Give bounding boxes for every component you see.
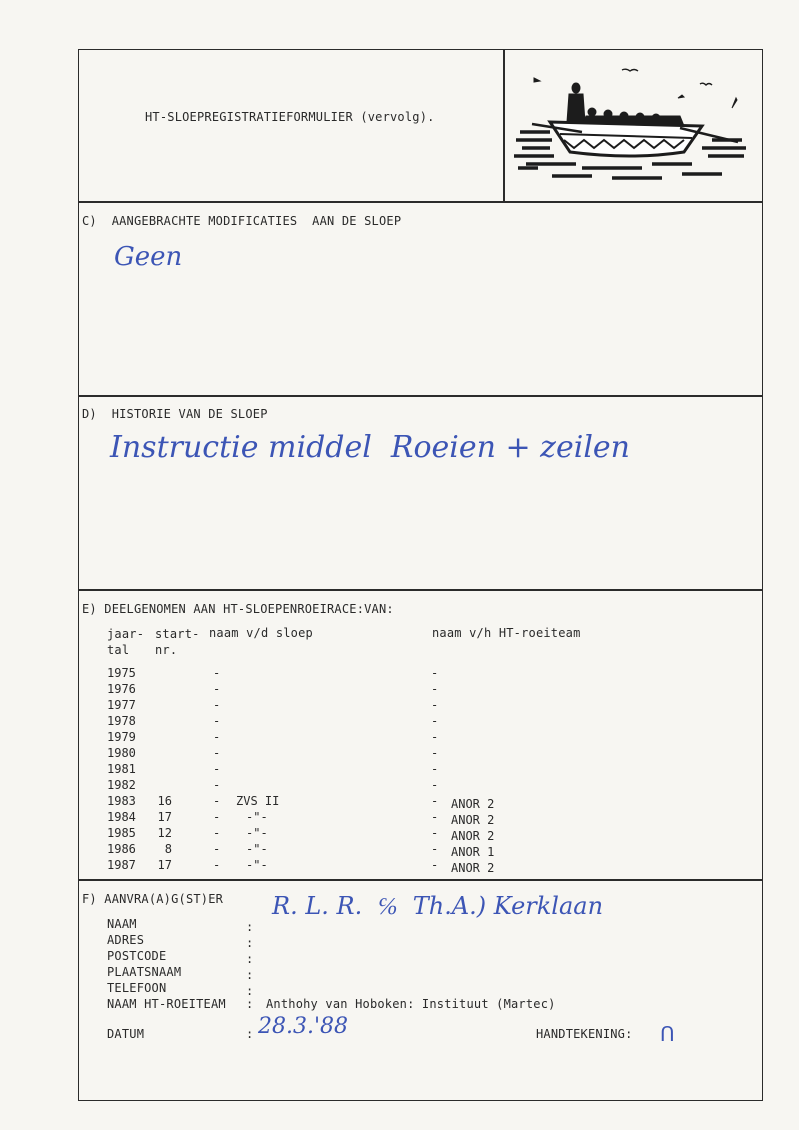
section-c-handwritten-answer: Geen <box>114 242 183 272</box>
header-bottom-line <box>78 201 763 203</box>
boat-name-cell: ZVS II <box>236 794 280 808</box>
dash-cell: - <box>431 778 439 792</box>
start-cell <box>150 729 172 745</box>
start-cell: 8 <box>164 842 172 856</box>
colon-plaatsnaam: : <box>246 968 254 982</box>
team-name-cell: ANOR 2 <box>451 797 495 811</box>
dash-cell: - <box>213 858 221 872</box>
dash-cell: - <box>431 842 439 856</box>
team-name-cell <box>451 764 571 780</box>
start-cell: 12 <box>157 826 172 840</box>
column-header-year: jaar- tal <box>107 627 145 657</box>
colon-datum: : <box>246 1027 254 1041</box>
team-dash-column <box>431 665 445 873</box>
colon-telefoon: : <box>246 984 254 998</box>
dash-cell: - <box>213 698 221 712</box>
dash-cell: - <box>213 810 221 824</box>
start-cell <box>150 777 172 793</box>
team-name-cell <box>451 700 571 716</box>
dash-cell: - <box>213 778 221 792</box>
year-column <box>107 665 147 873</box>
label-adres: ADRES <box>107 933 145 947</box>
section-e-heading: E) DEELGENOMEN AAN HT-SLOEPENROEIRACE:VAN: <box>82 602 394 616</box>
team-name-cell <box>451 748 571 764</box>
column-header-start: start- nr. <box>155 627 200 657</box>
dash-cell: - <box>431 826 439 840</box>
dash-cell: - <box>431 714 439 728</box>
dash-cell: - <box>431 746 439 760</box>
dash-cell: - <box>431 762 439 776</box>
section-c-heading: C) AANGEBRACHTE MODIFICATIES AAN DE SLOEP <box>82 214 402 228</box>
boat-name-cell <box>236 761 356 777</box>
signature-handwritten: ꓵ <box>660 1022 675 1046</box>
header-divider-vertical <box>503 49 505 201</box>
section-d-heading: D) HISTORIE VAN DE SLOEP <box>82 407 268 421</box>
label-plaatsnaam: PLAATSNAAM <box>107 965 182 979</box>
section-f-heading: F) AANVRA(A)G(ST)ER <box>82 892 224 906</box>
date-handwritten: 28.3.'88 <box>258 1014 349 1039</box>
dash-cell: - <box>431 858 439 872</box>
team-name-cell <box>451 716 571 732</box>
boat-name-cell <box>236 713 356 729</box>
dash-cell: - <box>213 714 221 728</box>
year-cell: 1982 <box>107 778 136 792</box>
year-cell: 1979 <box>107 730 136 744</box>
dash-cell: - <box>213 682 221 696</box>
boat-name-cell <box>236 665 356 681</box>
year-cell: 1986 <box>107 842 136 856</box>
dash-cell: - <box>213 762 221 776</box>
form-frame <box>78 49 763 1101</box>
start-number-column <box>150 665 172 873</box>
column-header-boat: naam v/d sloep <box>209 626 313 640</box>
team-name-cell <box>451 780 571 796</box>
colon-team: : <box>246 997 254 1011</box>
team-name-column <box>451 668 571 876</box>
label-naam-ht-roeiteam: NAAM HT-ROEITEAM <box>107 997 226 1011</box>
start-cell <box>150 745 172 761</box>
label-handtekening: HANDTEKENING: <box>536 1027 633 1041</box>
team-name-cell: ANOR 1 <box>451 845 495 859</box>
boat-name-cell <box>236 697 356 713</box>
year-cell: 1984 <box>107 810 136 824</box>
form-title: HT-SLOEPREGISTRATIEFORMULIER (vervolg). <box>145 110 435 124</box>
year-cell: 1981 <box>107 762 136 776</box>
boat-name-cell: -"- <box>246 858 268 872</box>
colon-naam: : <box>246 920 254 934</box>
label-naam: NAAM <box>107 917 137 931</box>
start-cell: 17 <box>157 810 172 824</box>
rowing-boat-illustration <box>512 68 750 186</box>
dash-cell: - <box>213 746 221 760</box>
section-e-bottom-line <box>78 879 763 881</box>
year-cell: 1977 <box>107 698 136 712</box>
boat-name-cell <box>236 681 356 697</box>
start-cell <box>150 713 172 729</box>
colon-adres: : <box>246 936 254 950</box>
start-cell <box>150 697 172 713</box>
start-cell <box>150 761 172 777</box>
dash-cell: - <box>431 794 439 808</box>
colon-postcode: : <box>246 952 254 966</box>
boat-name-cell: -"- <box>246 810 268 824</box>
boat-name-cell <box>236 729 356 745</box>
team-name-cell: ANOR 2 <box>451 813 495 827</box>
year-cell: 1987 <box>107 858 136 872</box>
team-name-cell <box>451 668 571 684</box>
year-cell: 1975 <box>107 666 136 680</box>
dash-cell: - <box>213 794 221 808</box>
start-cell: 17 <box>157 858 172 872</box>
start-cell <box>150 665 172 681</box>
applicant-name-handwritten: R. L. R. ℅ Th.A.) Kerklaan <box>272 892 604 920</box>
team-name-cell: ANOR 2 <box>451 829 495 843</box>
start-cell <box>150 681 172 697</box>
boat-name-column <box>236 665 356 873</box>
year-cell: 1976 <box>107 682 136 696</box>
label-datum: DATUM <box>107 1027 145 1041</box>
boat-name-cell <box>236 745 356 761</box>
dash-cell: - <box>213 666 221 680</box>
team-name-cell: ANOR 2 <box>451 861 495 875</box>
boat-name-cell: -"- <box>246 842 268 856</box>
team-name-cell <box>451 732 571 748</box>
dash-cell: - <box>431 810 439 824</box>
section-d-bottom-line <box>78 589 763 591</box>
label-telefoon: TELEFOON <box>107 981 167 995</box>
year-cell: 1985 <box>107 826 136 840</box>
dash-cell: - <box>431 698 439 712</box>
dash-cell: - <box>431 682 439 696</box>
label-postcode: POSTCODE <box>107 949 167 963</box>
team-value: Anthohy van Hoboken: Instituut (Martec) <box>266 997 556 1011</box>
start-cell: 16 <box>157 794 172 808</box>
dash-cell: - <box>213 826 221 840</box>
year-cell: 1983 <box>107 794 136 808</box>
boat-name-cell <box>236 777 356 793</box>
dash-cell: - <box>213 842 221 856</box>
team-name-cell <box>451 684 571 700</box>
dash-cell: - <box>431 730 439 744</box>
dash-cell: - <box>431 666 439 680</box>
year-cell: 1978 <box>107 714 136 728</box>
section-d-handwritten-answer: Instructie middel Roeien + zeilen <box>110 430 631 465</box>
column-header-team: naam v/h HT-roeiteam <box>432 626 581 640</box>
boat-name-cell: -"- <box>246 826 268 840</box>
year-cell: 1980 <box>107 746 136 760</box>
section-c-bottom-line <box>78 395 763 397</box>
dash-cell: - <box>213 730 221 744</box>
boat-dash-column <box>213 665 227 873</box>
